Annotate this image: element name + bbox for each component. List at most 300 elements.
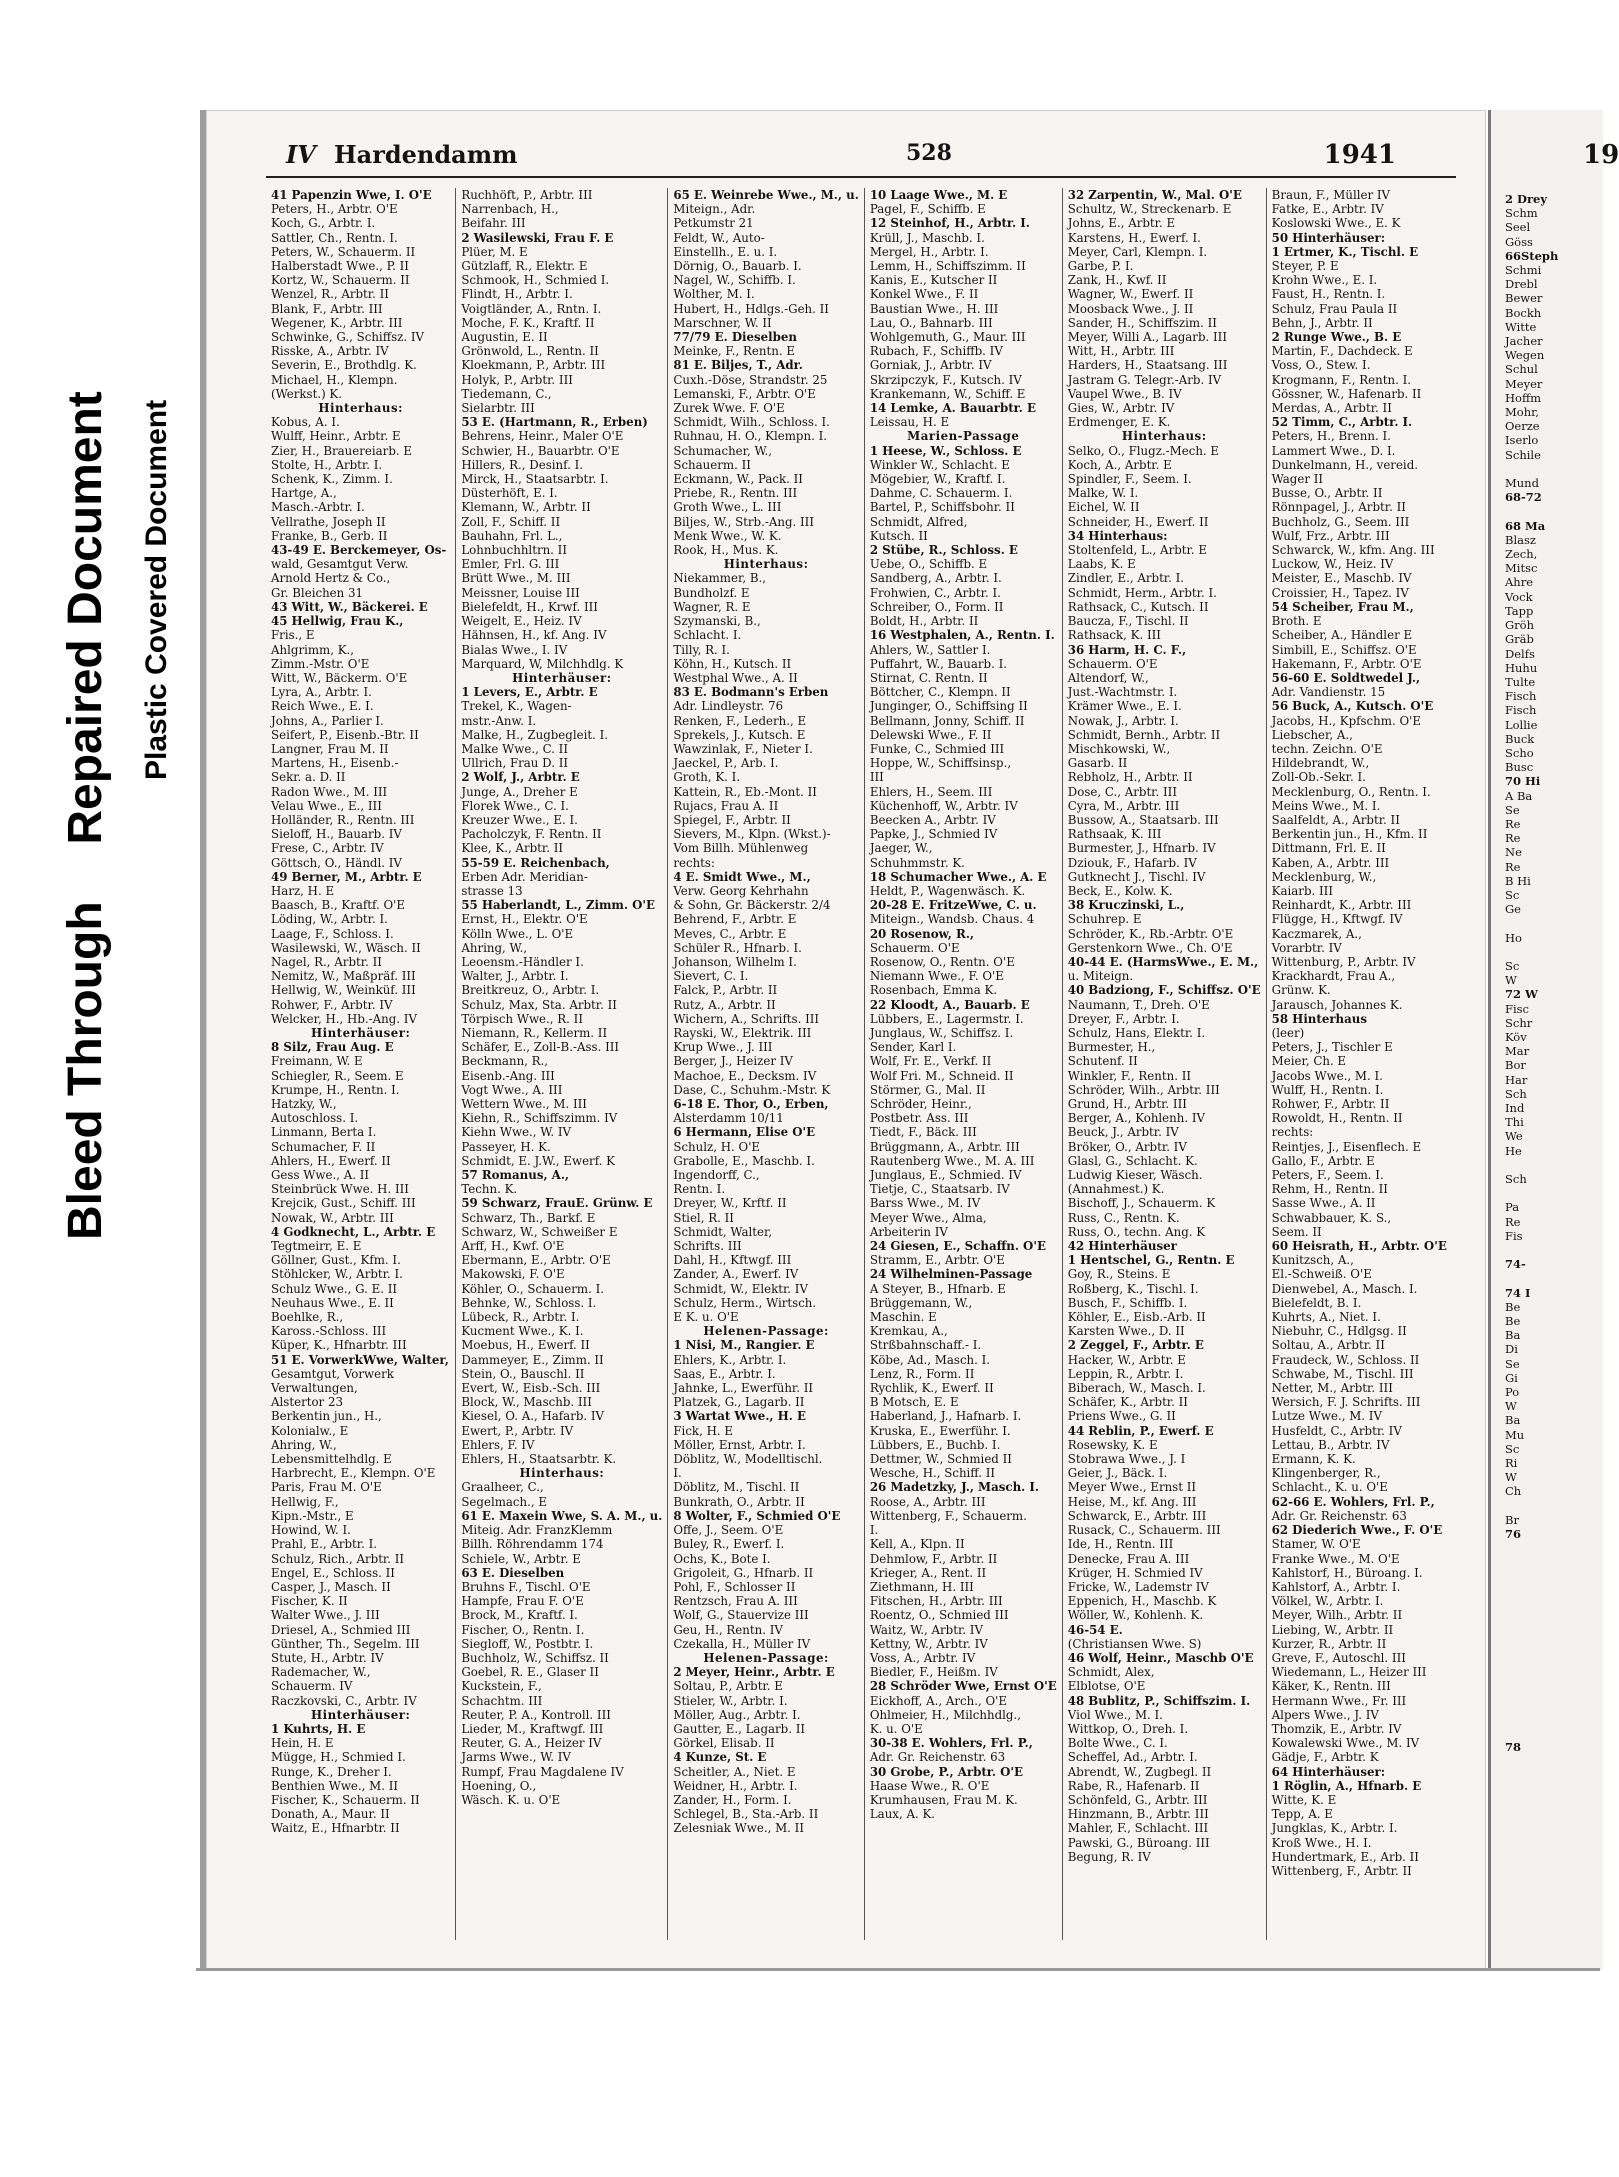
resident-entry: Broth. E — [1271, 614, 1322, 629]
resident-entry: 1 Hentschel, G., Rentn. E — [1067, 1253, 1235, 1268]
adjacent-page-fragment: Vock — [1505, 589, 1533, 604]
resident-entry: Hubert, H., Hdlgs.-Geh. II — [673, 301, 829, 316]
resident-entry: Groth, K. I. — [673, 770, 741, 785]
resident-entry: Koslowski Wwe., E. K — [1271, 216, 1401, 231]
adjacent-page-fragment: Mund — [1505, 476, 1539, 491]
street-name: Hardendamm — [334, 140, 518, 169]
adjacent-page-fragment: Ge — [1505, 902, 1521, 917]
adjacent-page-fragment: Di — [1505, 1342, 1518, 1357]
resident-entry: Russ, O., techn. Ang. K — [1067, 1224, 1206, 1239]
resident-entry: Schulz, Herm., Wirtsch. — [673, 1295, 817, 1310]
resident-entry: Rumpf, Frau Magdalene IV — [461, 1764, 624, 1779]
resident-entry: Wohlgemuth, G., Maur. III — [869, 330, 1026, 345]
resident-entry: Lemm, H., Schiffszimm. II — [869, 259, 1026, 274]
resident-entry: Sekr. a. D. II — [271, 770, 346, 785]
resident-entry: Rabe, R., Hafenarb. II — [1067, 1778, 1200, 1793]
resident-entry: Kurzer, R., Arbtr. II — [1271, 1636, 1387, 1651]
resident-entry: Voss, A., Arbtr. IV — [869, 1650, 976, 1665]
resident-entry: Bundholzf. E — [673, 585, 750, 600]
resident-entry: 18 Schumacher Wwe., A. E — [869, 869, 1047, 884]
resident-entry: Tilly, R. I. — [673, 642, 730, 657]
resident-entry: Gorniak, J., Arbtr. IV — [869, 358, 992, 373]
resident-entry: Eckmann, W., Pack. II — [673, 472, 803, 487]
resident-entry: Rosewsky, K. E — [1067, 1437, 1158, 1452]
adjacent-page-fragment — [1505, 1783, 1603, 1797]
resident-entry: Dehmlow, F., Arbtr. II — [869, 1551, 998, 1566]
resident-entry: I. — [673, 1466, 682, 1481]
resident-entry: Schulz, Frau Paula II — [1271, 301, 1398, 316]
resident-entry: Köhn, H., Kutsch. II — [673, 656, 792, 671]
resident-entry: Block, W., Maschb. III — [461, 1395, 592, 1410]
resident-entry: 2 Stübe, R., Schloss. E — [869, 543, 1018, 558]
resident-entry: Segelmach., E — [461, 1494, 547, 1509]
resident-entry: Ingendorff, C., — [673, 1168, 760, 1183]
resident-entry: 1 Röglin, A., Hfnarb. E — [1271, 1778, 1422, 1793]
resident-entry: Sprekels, J., Kutsch. E — [673, 727, 806, 742]
resident-entry: Peters, J., Tischler E — [1271, 1040, 1393, 1055]
resident-entry: Döblitz, W., Modelltischl. — [673, 1452, 823, 1467]
adjacent-page-fragment: Fisch — [1505, 689, 1537, 704]
resident-entry: Faust, H., Rentn. I. — [1271, 287, 1386, 302]
resident-entry: Velau Wwe., E., III — [271, 798, 382, 813]
resident-entry: Berger, A., Kohlenh. IV — [1067, 1111, 1206, 1126]
resident-entry: 53 E. (Hartmann, R., Erben) — [461, 415, 648, 430]
resident-entry: Graalheer, C., — [461, 1480, 544, 1495]
resident-entry: Lettau, B., Arbtr. IV — [1271, 1437, 1390, 1452]
section-heading: Hinterhäuser: — [310, 1025, 411, 1040]
resident-entry: Roentz, O., Schmied III — [869, 1608, 1009, 1623]
resident-entry: Junglaus, W., Schiffsz. I. — [869, 1025, 1014, 1040]
resident-entry: Schenk, K., Zimm. I. — [271, 472, 393, 487]
resident-entry: Ehlers, F. IV — [461, 1437, 535, 1452]
resident-entry: Westphal Wwe., A. II — [673, 670, 798, 685]
resident-entry: Dammeyer, E., Zimm. II — [461, 1352, 604, 1367]
resident-entry: Zelesniak Wwe., M. II — [673, 1821, 805, 1836]
adjacent-page-fragment: Sch — [1505, 1172, 1527, 1187]
resident-entry: Sender, Karl I. — [869, 1040, 957, 1055]
resident-entry: Hermann Wwe., Fr. III — [1271, 1693, 1407, 1708]
resident-entry: Krumhausen, Frau M. K. — [869, 1792, 1018, 1807]
resident-entry: 46 Wolf, Heinr., Maschb O'E — [1067, 1650, 1254, 1665]
resident-entry: (Werkst.) K. — [271, 386, 342, 401]
resident-entry: Schröder, K., Rb.-Arbtr. O'E — [1067, 926, 1234, 941]
adjacent-page-fragment — [1505, 1769, 1603, 1783]
resident-entry: Krohn Wwe., E. I. — [1271, 273, 1378, 288]
resident-entry: 59 Schwarz, FrauE. Grünw. E — [461, 1196, 653, 1211]
resident-entry: Ehlers, K., Arbtr. I. — [673, 1352, 787, 1367]
resident-entry: Dittmann, Frl. E. II — [1271, 841, 1386, 856]
adjacent-page-fragment: Zech, — [1505, 547, 1538, 562]
resident-entry: Marquard, W, Milchhdlg. K — [461, 656, 624, 671]
resident-entry: 55-59 E. Reichenbach, — [461, 855, 610, 870]
adjacent-page-fragment: Mohr, — [1505, 405, 1539, 420]
adjacent-page-fragment: Jacher — [1505, 334, 1543, 349]
resident-entry: Schiegler, R., Seem. E — [271, 1068, 404, 1083]
resident-entry: Schmidt, Wilh., Schloss. I. — [673, 415, 830, 430]
resident-entry: Frohwien, C., Arbtr. I. — [869, 585, 1001, 600]
resident-entry: Erdmenger, E. K. — [1067, 415, 1171, 430]
resident-entry: Donath, A., Maur. II — [271, 1807, 390, 1822]
resident-entry: Döblitz, M., Tischl. II — [673, 1480, 800, 1495]
resident-entry: 57 Romanus, A., — [461, 1168, 570, 1183]
resident-entry: Schmidt, E. J.W., Ewerf. K — [461, 1153, 615, 1168]
resident-entry: Priebe, R., Rentn. III — [673, 486, 798, 501]
resident-entry: Freimann, W. E — [271, 1054, 363, 1069]
resident-entry: Schäfer, E., Zoll-B.-Ass. III — [461, 1040, 620, 1055]
resident-entry: Peters, F., Seem. I. — [1271, 1168, 1384, 1183]
resident-entry: Dose, C., Arbtr. III — [1067, 784, 1178, 799]
resident-entry: Gallo, F., Arbtr. E — [1271, 1153, 1375, 1168]
resident-entry: Dörnig, O., Bauarb. I. — [673, 259, 802, 274]
resident-entry: Tietje, C., Staatsarb. IV — [869, 1182, 1010, 1197]
resident-entry: Nowak, J., Arbtr. I. — [1067, 713, 1179, 728]
adjacent-page-fragment — [1505, 1698, 1603, 1712]
resident-entry: Törpisch Wwe., R. II — [461, 1011, 583, 1026]
resident-entry: Weigelt, E., Heiz. IV — [461, 614, 582, 629]
adjacent-page-fragment: A Ba — [1505, 788, 1533, 803]
resident-entry: Reich Wwe., E. I. — [271, 699, 374, 714]
resident-entry: & Sohn, Gr. Bäckerstr. 2/4 — [673, 898, 831, 913]
adjacent-page-fragment: 76 — [1505, 1527, 1522, 1542]
resident-entry: Alstertor 23 — [271, 1395, 343, 1410]
resident-entry: Buchholz, G., Seem. III — [1271, 514, 1410, 529]
resident-entry: 1 Levers, E., Arbtr. E — [461, 685, 598, 700]
resident-entry: 38 Kruczinski, L., — [1067, 898, 1185, 913]
resident-entry: Schreiber, O., Form. II — [869, 599, 1004, 614]
adjacent-page-fragment — [1505, 1158, 1603, 1172]
resident-entry: Hillers, R., Desinf. I. — [461, 457, 583, 472]
resident-entry: Pohl, F., Schlosser II — [673, 1579, 796, 1594]
header-rule — [266, 176, 1456, 178]
resident-entry: Lutze Wwe., M. IV — [1271, 1409, 1382, 1424]
resident-entry: K. u. O'E — [869, 1721, 923, 1736]
section-heading: Hinterhaus: — [519, 1466, 605, 1481]
resident-entry: Schwinke, G., Schiffsz. IV — [271, 330, 425, 345]
adjacent-page-fragment: Tulte — [1505, 674, 1536, 689]
resident-entry: Zander, A., Ewerf. IV — [673, 1267, 799, 1282]
resident-entry: Liebscher, A., — [1271, 727, 1353, 742]
resident-entry: Junglaus, E., Schmied. IV — [869, 1168, 1022, 1183]
resident-entry: Benthien Wwe., M. II — [271, 1778, 399, 1793]
resident-entry: Pagel, F., Schiffb. E — [869, 202, 986, 217]
adjacent-page-fragment: 66Steph — [1505, 248, 1559, 263]
resident-entry: Greve, F., Autoschl. III — [1271, 1650, 1406, 1665]
resident-entry: Rayski, W., Elektrik. III — [673, 1025, 812, 1040]
resident-entry: Stoltenfeld, L., Arbtr. E — [1067, 543, 1207, 558]
resident-entry: Moebus, H., Ewerf. II — [461, 1338, 590, 1353]
resident-entry: Kipn.-Mstr., E — [271, 1508, 354, 1523]
adjacent-page-fragment — [1505, 1186, 1603, 1200]
resident-entry: techn. Zeichn. O'E — [1271, 741, 1383, 756]
resident-entry: Franke Wwe., M. O'E — [1271, 1551, 1400, 1566]
resident-entry: Hoppe, W., Schiffsinsp., — [869, 756, 1012, 771]
adjacent-page-fragment: Huhu — [1505, 660, 1538, 675]
adjacent-page-fragment: Seel — [1505, 220, 1531, 235]
resident-entry: 2 Wolf, J., Arbtr. E — [461, 770, 580, 785]
resident-entry: Wolther, M. I. — [673, 287, 755, 302]
adjacent-page-fragment: 2 Drey — [1505, 192, 1548, 206]
resident-entry: Jarms Wwe., W. IV — [461, 1750, 571, 1765]
resident-entry: Spindler, F., Seem. I. — [1067, 472, 1192, 487]
section-heading: Helenen-Passage: — [703, 1650, 829, 1665]
resident-entry: Mögebier, W., Kraftf. I. — [869, 472, 1006, 487]
resident-entry: Stute, H., Arbtr. IV — [271, 1650, 384, 1665]
resident-entry: Schulz, Rich., Arbtr. II — [271, 1551, 405, 1566]
adjacent-page-fragment — [1505, 1641, 1603, 1655]
resident-entry: Küper, K., Hfnarbtr. III — [271, 1338, 407, 1353]
resident-entry: Waitz, W., Arbtr. IV — [869, 1622, 983, 1637]
adjacent-page-fragment: Bewer — [1505, 291, 1543, 306]
resident-entry: Goebel, R. E., Glaser II — [461, 1665, 599, 1680]
adjacent-page-fragment: Göss — [1505, 234, 1533, 249]
resident-entry: Kortz, W., Schauerm. II — [271, 273, 410, 288]
resident-entry: 36 Harm, H. C. F., — [1067, 642, 1187, 657]
adjacent-page-fragment: Pa — [1505, 1200, 1520, 1215]
resident-entry: Wäsch. K. u. O'E — [461, 1792, 561, 1807]
resident-entry: Siegloff, W., Postbtr. I. — [461, 1636, 594, 1651]
resident-entry: Bialas Wwe., I. IV — [461, 642, 568, 657]
resident-entry: Schachtm. III — [461, 1693, 543, 1708]
resident-entry: Baasch, B., Kraftf. O'E — [271, 898, 405, 913]
plastic-covered-document-stamp: Plastic Covered Document — [140, 399, 173, 780]
resident-entry: Blank, F., Arbtr. III — [271, 301, 383, 316]
resident-entry: Nemitz, W., Maßpräf. III — [271, 969, 416, 984]
adjacent-page-fragment: Busc — [1505, 760, 1534, 775]
listing-column-5 — [1063, 188, 1267, 1940]
adjacent-page-fragment: Gröh — [1505, 618, 1535, 633]
resident-entry: Hoening, O., — [461, 1778, 537, 1793]
resident-entry: Scheitler, A., Niet. E — [673, 1764, 796, 1779]
resident-entry: Florek Wwe., C. I. — [461, 798, 569, 813]
resident-entry: wald, Gesamtgut Verw. — [271, 557, 409, 572]
resident-entry: Busch, F., Schiffb. I. — [1067, 1295, 1188, 1310]
resident-entry: 20-28 E. FritzeWwe, C. u. — [869, 898, 1037, 913]
resident-entry: 4 Kunze, St. E — [673, 1750, 767, 1765]
resident-entry: 40 Badziong, F., Schiffsz. O'E — [1067, 983, 1261, 998]
resident-entry: Leissau, H. E — [869, 415, 950, 430]
resident-entry: Ernst, H., Elektr. O'E — [461, 912, 588, 927]
resident-entry: Winkler, F., Rentn. II — [1067, 1068, 1192, 1083]
resident-entry: Gützlaff, R., Elektr. E — [461, 259, 588, 274]
resident-entry: Schrifts. III — [673, 1239, 742, 1254]
adjacent-page-fragment: Thi — [1505, 1115, 1524, 1130]
listing-columns — [266, 188, 1456, 1940]
resident-entry: Behn, J., Arbtr. II — [1271, 315, 1373, 330]
resident-entry: Krumpe, H., Rentn. I. — [271, 1082, 400, 1097]
resident-entry: Schmook, H., Schmied I. — [461, 273, 610, 288]
resident-entry: Postbetr. Ass. III — [869, 1111, 969, 1126]
resident-entry: 4 Godknecht, L., Arbtr. E — [271, 1224, 436, 1239]
resident-entry: 46-54 E. — [1067, 1622, 1123, 1637]
listing-column-4 — [865, 188, 1063, 1940]
resident-entry: 2 Zeggel, F., Arbtr. E — [1067, 1338, 1204, 1353]
resident-entry: Kanis, E., Kutscher II — [869, 273, 998, 288]
resident-entry: Witt, H., Arbtr. III — [1067, 344, 1175, 359]
resident-entry: Beecken A., Arbtr. IV — [869, 812, 996, 827]
resident-entry: Buley, R., Ewerf. I. — [673, 1537, 785, 1552]
resident-entry: Jarausch, Johannes K. — [1271, 997, 1403, 1012]
resident-entry: Lübbers, E., Buchb. I. — [869, 1437, 1001, 1452]
resident-entry: Kaross.-Schloss. III — [271, 1324, 387, 1339]
resident-entry: Kiesel, O. A., Hafarb. IV — [461, 1409, 605, 1424]
resident-entry: Käker, K., Rentn. III — [1271, 1679, 1391, 1694]
resident-entry: Heldt, P., Wagenwäsch. K. — [869, 883, 1026, 898]
resident-entry: Karstens, H., Ewerf. I. — [1067, 230, 1201, 245]
resident-entry: Biberach, W., Masch. I. — [1067, 1381, 1206, 1396]
adjacent-page-fragment — [1505, 916, 1603, 930]
adjacent-page-fragment: Köv — [1505, 1029, 1527, 1044]
adjacent-page-fragment: Ahre — [1505, 575, 1534, 590]
resident-entry: Schultz, W., Streckenarb. E — [1067, 202, 1232, 217]
resident-entry: Gautter, E., Lagarb. II — [673, 1721, 806, 1736]
adjacent-page-fragment: Sc — [1505, 1441, 1520, 1456]
adjacent-page-fragment — [1505, 1541, 1603, 1555]
resident-entry: Reintjes, J., Eisenflech. E — [1271, 1139, 1422, 1154]
resident-entry: Wersich, F. J. Schrifts. III — [1271, 1395, 1421, 1410]
resident-entry: Risske, A., Arbtr. IV — [271, 344, 389, 359]
resident-entry: Kaben, A., Arbtr. III — [1271, 855, 1390, 870]
resident-entry: Zimm.-Mstr. O'E — [271, 656, 370, 671]
resident-entry: Croissier, H., Tapez. IV — [1271, 585, 1409, 600]
adjacent-page-fragment: Witte — [1505, 319, 1537, 334]
resident-entry: Michael, H., Klempn. — [271, 372, 398, 387]
resident-entry: Elblotse, O'E — [1067, 1679, 1146, 1694]
adjacent-page-fragment: Mar — [1505, 1044, 1530, 1059]
resident-entry: Eickhoff, A., Arch., O'E — [869, 1693, 1008, 1708]
resident-entry: Krogmann, F., Rentn. I. — [1271, 372, 1411, 387]
resident-entry: Thomzik, E., Arbtr. IV — [1271, 1721, 1402, 1736]
resident-entry: Ehlers, H., Staatsarbtr. K. — [461, 1452, 617, 1467]
adjacent-page-fragment — [1505, 1243, 1603, 1257]
resident-entry: Junginger, O., Schiffsing II — [869, 699, 1028, 714]
resident-entry: Billh. Röhrendamm 174 — [461, 1537, 604, 1552]
adjacent-page-fragment: Mu — [1505, 1427, 1525, 1442]
resident-entry: Kobus, A. I. — [271, 415, 340, 430]
resident-entry: Wolf, Fr. E., Verkf. II — [869, 1054, 992, 1069]
resident-entry: Simbill, E., Schiffsz. O'E — [1271, 642, 1417, 657]
resident-entry: Eichel, W. II — [1067, 500, 1140, 515]
resident-entry: Hundertmark, E., Arb. II — [1271, 1849, 1419, 1864]
resident-entry: Moche, F. K., Kraftf. II — [461, 315, 595, 330]
resident-entry: Konkel Wwe., F. II — [869, 287, 979, 302]
resident-entry: Reinhardt, K., Arbtr. III — [1271, 898, 1412, 913]
resident-entry: Rentzsch, Frau A. III — [673, 1594, 798, 1609]
resident-entry: Cuxh.-Döse, Strandstr. 25 — [673, 372, 828, 387]
resident-entry: Rebholz, H., Arbtr. II — [1067, 770, 1193, 785]
resident-entry: 2 Meyer, Heinr., Arbtr. E — [673, 1665, 835, 1680]
resident-entry: Steyer, P. E — [1271, 259, 1339, 274]
resident-entry: Priens Wwe., G. II — [1067, 1409, 1176, 1424]
resident-entry: Köhler, O., Schauerm. I. — [461, 1281, 605, 1296]
resident-entry: Vorarbtr. IV — [1271, 940, 1342, 955]
resident-entry: 4 E. Smidt Wwe., M., — [673, 869, 811, 884]
resident-entry: Schiele, W., Arbtr. E — [461, 1551, 581, 1566]
resident-entry: Dziouk, F., Hafarb. IV — [1067, 855, 1197, 870]
resident-entry: Beuck, J., Arbtr. IV — [1067, 1125, 1179, 1140]
adjacent-page-fragment — [1505, 504, 1603, 518]
resident-entry: Miteig. Adr. FranzKlemm — [461, 1523, 613, 1538]
page-number: 528 — [906, 140, 952, 166]
resident-entry: Malke Wwe., C. II — [461, 741, 568, 756]
resident-entry: Berger, J., Heizer IV — [673, 1054, 793, 1069]
resident-entry: Tepp, A. E — [1271, 1807, 1333, 1822]
resident-entry: Krüger, H. Schmied IV — [1067, 1565, 1203, 1580]
resident-entry: Alsterdamm 10/11 — [673, 1111, 784, 1126]
resident-entry: Völkel, W., Arbtr. I. — [1271, 1594, 1384, 1609]
adjacent-page-fragment: 74 I — [1505, 1285, 1531, 1300]
resident-entry: Walter, J., Arbtr. I. — [461, 969, 569, 984]
resident-entry: Verwaltungen, — [271, 1381, 358, 1396]
adjacent-page-fragment — [1505, 1499, 1603, 1513]
resident-entry: Niemann, R., Kellerm. II — [461, 1025, 608, 1040]
resident-entry: 42 Hinterhäuser — [1067, 1239, 1177, 1254]
resident-entry: Leppin, R., Arbtr. I. — [1067, 1366, 1184, 1381]
resident-entry: Göllner, Gust., Kfm. I. — [271, 1253, 401, 1268]
resident-entry: Dase, C., Schuhm.-Mstr. K — [673, 1082, 831, 1097]
resident-entry: Schauerm. O'E — [869, 940, 960, 955]
resident-entry: Gössner, W., Hafenarb. II — [1271, 386, 1422, 401]
resident-entry: Husfeldt, C., Arbtr. IV — [1271, 1423, 1402, 1438]
resident-entry: Dreyer, F., Arbtr. I. — [1067, 1011, 1180, 1026]
resident-entry: Mischkowski, W., — [1067, 741, 1171, 756]
section-heading: Marien-Passage — [907, 429, 1020, 444]
resident-entry: Flindt, H., Arbtr. I. — [461, 287, 573, 302]
resident-entry: Kucment Wwe., K. I. — [461, 1324, 584, 1339]
resident-entry: Rohwer, F., Arbtr. II — [1271, 1097, 1390, 1111]
resident-entry: Papke, J., Schmied IV — [869, 827, 998, 842]
resident-entry: Berkentin jun., H., Kfm. II — [1271, 827, 1428, 842]
adjacent-page-fragment: Po — [1505, 1385, 1520, 1400]
resident-entry: strasse 13 — [461, 883, 523, 898]
resident-entry: Schmidt, W., Elektr. IV — [673, 1281, 808, 1296]
resident-entry: Rehm, H., Rentn. II — [1271, 1182, 1388, 1197]
resident-entry: Laage, F., Schloss. I. — [271, 926, 394, 941]
adjacent-page-fragment: Blasz — [1505, 532, 1536, 547]
resident-entry: Cyra, M., Arbtr. III — [1067, 798, 1180, 813]
resident-entry: 58 Hinterhaus — [1271, 1011, 1367, 1026]
resident-entry: Schumacher, W., — [673, 443, 773, 458]
adjacent-page-fragment — [1505, 1712, 1603, 1726]
resident-entry: Schauerm. O'E — [1067, 656, 1158, 671]
resident-entry: Netter, M., Arbtr. III — [1271, 1381, 1393, 1396]
resident-entry: Jacobs Wwe., M. I. — [1271, 1068, 1383, 1083]
resident-entry: Lieder, M., Kraftwgf. III — [461, 1721, 604, 1736]
resident-entry: Haase Wwe., R. O'E — [869, 1778, 990, 1793]
resident-entry: Weidner, H., Arbtr. I. — [673, 1778, 798, 1793]
resident-entry: Stramm, E., Arbtr. O'E — [869, 1253, 1005, 1268]
resident-entry: Kutsch. II — [869, 528, 928, 543]
resident-entry: 26 Madetzky, J., Masch. I. — [869, 1480, 1039, 1495]
resident-entry: Krieger, A., Rent. II — [869, 1565, 987, 1580]
resident-entry: 2 Wasilewski, Frau F. E — [461, 230, 614, 245]
stamp-bleed-through: Bleed Through — [59, 901, 112, 1240]
resident-entry: Wesche, H., Schiff. II — [869, 1466, 996, 1481]
resident-entry: Czekalla, H., Müller IV — [673, 1636, 811, 1651]
adjacent-page-fragment: Gräb — [1505, 632, 1534, 647]
resident-entry: 48 Bublitz, P., Schiffszim. I. — [1067, 1693, 1251, 1708]
resident-entry: Hinzmann, B., Arbtr. III — [1067, 1807, 1209, 1822]
resident-entry: Ullrich, Frau D. II — [461, 756, 569, 771]
resident-entry: 1 Nisi, M., Rangier. E — [673, 1338, 815, 1353]
resident-entry: Göttsch, O., Händl. IV — [271, 855, 402, 870]
adjacent-page-fragment: Fisc — [1505, 1001, 1529, 1016]
resident-entry: Fris., E — [271, 628, 315, 643]
edition-year: 1941 — [1323, 140, 1396, 170]
resident-entry: Paris, Frau M. O'E — [271, 1480, 382, 1495]
resident-entry: 62 Diederich Wwe., F. O'E — [1271, 1523, 1443, 1538]
resident-entry: Machoe, E., Decksm. IV — [673, 1068, 817, 1083]
resident-entry: Peters, W., Schauerm. II — [271, 244, 416, 259]
